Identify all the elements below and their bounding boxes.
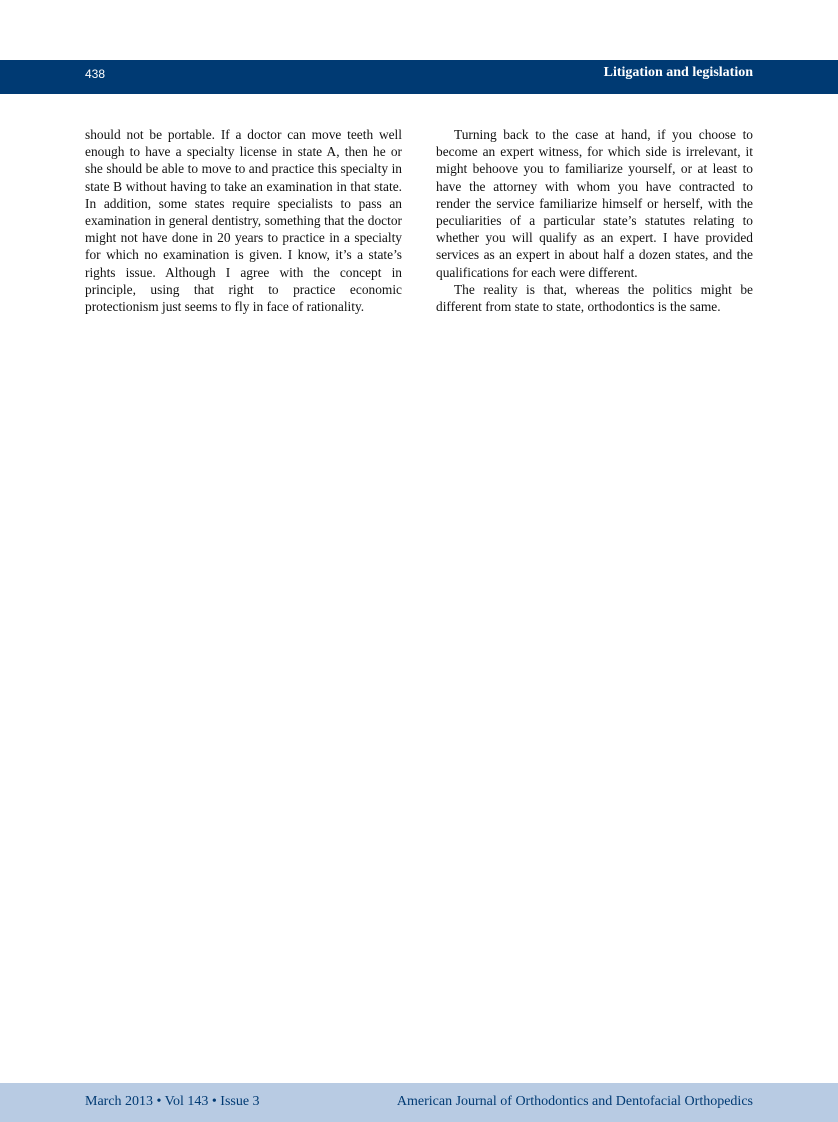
left-column [85,126,402,315]
running-header [0,60,838,94]
section-title: Litigation and legislation [603,65,753,80]
body-paragraph: should not be portable. If a doctor can move teeth well enough to have a specialty license in state A, then he or she should be able to move to and practice this specialty in state B without having to take an examination in that state. In addition, some states require specialists to pass an examination in general dentistry, something that the doctor might not have done in 20 years to practice in a specialty for which no examination is given. I know, it’s a state’s rights issue. Although I agree with the concept in principle, using that right to practice economic protectionism just seems to fly in face of rationality. [85,127,402,315]
journal-title: American Journal of Orthodontics and Dentofacial Orthopedics [396,1094,753,1109]
issue-info: March 2013 • Vol 143 • Issue 3 [85,1094,260,1109]
right-column [436,126,753,315]
body-paragraph: Turning back to the case at hand, if you choose to become an expert witness, for which side is irrelevant, it might behoove you to familiarize yourself, or at least to have the attorney with whom you have contracted to render the service familiarize himself or herself, with the peculiarities of a particular state’s statutes relating to whether you will qualify as an expert. I have provided services as an expert in about half a dozen states, and the qualifications for each were different. [436,127,753,280]
running-footer [0,1083,838,1122]
page-number: 438 [85,67,106,81]
body-paragraph: The reality is that, whereas the politics might be different from state to state, orthodontics is the same. [436,281,753,315]
